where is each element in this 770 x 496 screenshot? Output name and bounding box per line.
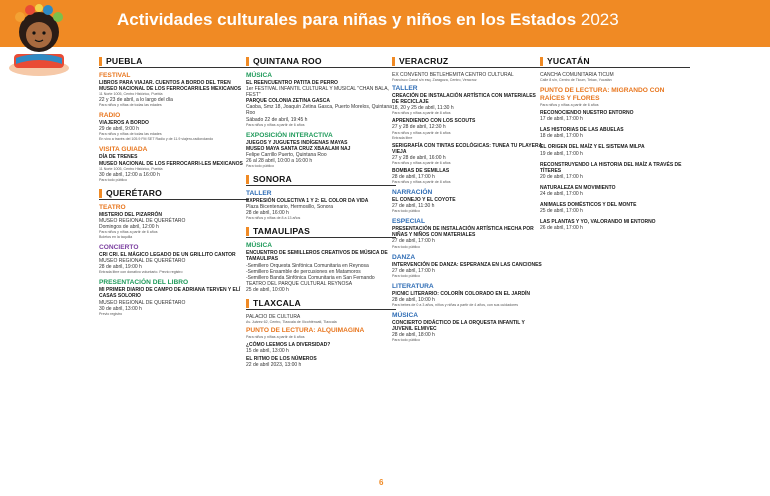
category-label: NARRACIÓN — [392, 189, 433, 197]
state-heading-tlaxcala: TLAXCALA — [246, 298, 396, 310]
state-heading-puebla: PUEBLA — [99, 56, 249, 68]
category-label: MÚSICA — [392, 311, 419, 319]
event-date: 19 de abril, 17:00 h — [540, 150, 583, 157]
event-title: MI PRIMER DIARIO DE CAMPO DE ADRIANA TERVEN Y ELÍ CASAS SOLORIO — [99, 287, 241, 300]
column-2 — [246, 56, 396, 368]
event-date: 27 de abril, 17:00 h — [392, 267, 435, 274]
event-date: 17 de abril, 17:00 h — [540, 116, 583, 123]
child-illustration — [6, 2, 72, 77]
event-date: 30 de abril, 12:00 a 16:00 h — [99, 171, 160, 178]
category-label: PUNTO DE LECTURA: ALQUIMAGINA — [246, 327, 365, 335]
event-audience: Para todo público — [246, 164, 274, 169]
event-venue: MUSEO NACIONAL DE LOS FERROCARRI-LES MEXICANOS — [99, 160, 243, 167]
event-venue: TEATRO DEL PARQUE CULTURAL REYNOSA — [246, 280, 353, 287]
event-note: Entrada libre con donativo voluntario. Previo registro — [99, 270, 183, 275]
event-subtitle: 1er FESTIVAL INFANTIL CULTURAL Y MUSICAL "CHAN BALA, FEST" — [246, 86, 389, 99]
category-label: CONCIERTO — [99, 244, 139, 252]
event-audience: Para todo público — [392, 209, 420, 214]
category-label: FESTIVAL — [99, 72, 131, 79]
event-detail: -Semillero Banda Sinfónica Comunitaria en San Fernando — [246, 274, 375, 281]
event-title: RECONSTRUYENDO LA HISTORIA DEL MAÍZ A TRAVÉS DE TÍTERES — [540, 161, 682, 174]
event-date: 25 de abril, 10:00 h — [246, 286, 289, 293]
column-3 — [392, 56, 542, 343]
category-label: PRESENTACIÓN DEL LIBRO — [99, 279, 189, 287]
event-venue: PALACIO DE CULTURA — [246, 313, 301, 320]
event-audience: Para todo público — [392, 338, 420, 343]
event-audience: Para niños y niñas de todas las edades — [99, 103, 162, 108]
state-heading-yucatan: YUCATÁN — [540, 56, 690, 68]
category-label: RADIO — [99, 112, 121, 120]
event-note: Boletos en la taquilla — [99, 235, 133, 240]
page-number: 6 — [379, 478, 384, 487]
event-date: 29 de abril, 9:00 h — [99, 126, 140, 133]
event-date: 15 de abril, 13:00 h — [246, 348, 289, 355]
event-venue: MUSEO MAYA SANTA CRUZ XBAALAM NAJ — [246, 145, 351, 152]
event-date: 20 de abril, 17:00 h — [540, 173, 583, 180]
event-date: Domingos de abril, 12:00 h — [99, 223, 159, 230]
page-title: Actividades culturales para niñas y niños en los Estados 2023 — [117, 10, 619, 29]
event-audience: Para niños y niñas a partir de 6 años — [540, 103, 599, 108]
child-reading-icon — [6, 2, 72, 77]
event-title: CONCIERTO DIDÁCTICO DE LA ORQUESTA INFANTIL Y JUVENIL ELMIVEC — [392, 319, 525, 332]
event-title: EL RITMO DE LOS NÚMEROS — [246, 356, 317, 363]
category-label: PUNTO DE LECTURA: MIGRANDO CON RAÍCES Y FLORES — [540, 87, 665, 103]
event-title: PICNIC LITERARIO: COLORÍN COLORADO EN EL JARDÍN — [392, 290, 530, 297]
category-label: ESPECIAL — [392, 218, 425, 226]
event-title: LAS HISTORIAS DE LAS ABUELAS — [540, 127, 624, 134]
category-label: TEATRO — [99, 203, 126, 211]
event-date: 28 de abril, 10:00 h — [392, 296, 435, 303]
event-title: ¿CÓMO LEEMOS LA DIVERSIDAD? — [246, 342, 331, 349]
event-audience: Para bebes de 0 a 3 años, niños y niñas a partir de 4 años, con sus cuidadores — [392, 302, 519, 307]
event-title: EL REENCUENTRO PATITA DE PERRO — [246, 80, 338, 86]
event-note: Previo registro — [99, 311, 123, 316]
event-date: 24 de abril, 17:00 h — [540, 191, 583, 198]
event-title: LAS PLANTAS Y YO, VALORANDO MI ENTORNO — [540, 219, 656, 226]
event-audience: Para niños y niñas a partir de 6 años — [392, 130, 451, 135]
category-label: TALLER — [246, 190, 272, 198]
event-date: 27 y 28 de abril, 16:00 h — [392, 154, 446, 161]
event-detail: -Semillero Ensamble de percusiones en Matamoros — [246, 268, 361, 275]
event-title: EXPRESIÓN COLECTIVA 1 Y 2: EL COLOR DA VIDA — [246, 198, 369, 205]
category-label: TALLER — [392, 85, 418, 93]
event-venue: MUSEO REGIONAL DE QUERÉTARO — [99, 217, 186, 224]
event-date: 28 de abril, 16:00 h — [246, 210, 289, 217]
event-date: 27 de abril, 17:00 h — [392, 238, 435, 245]
event-title: JUEGOS Y JUGUETES INDÍGENAS MAYAS — [246, 139, 348, 146]
category-label: EXPOSICIÓN INTERACTIVA — [246, 131, 333, 139]
column-4 — [540, 56, 690, 232]
event-title: PRESENTACIÓN DE INSTALACIÓN ARTÍSTICA HECHA POR NIÑAS Y NIÑOS CON MATERIALES — [392, 226, 534, 239]
event-address: Av. Juárez 62, Centro, Tlaxcala de Xicohténcatl, Tlaxcala — [246, 320, 337, 325]
event-date: Sábado 22 de abril, 19:45 h — [246, 116, 308, 123]
event-title: DÍA DE TRENES — [99, 154, 138, 161]
event-address: Calle 8 s/n, Centro de Ticum, Tekax, Yucatán — [540, 78, 612, 83]
event-audience: Para niños y niñas a partir de 6 años — [246, 122, 305, 127]
event-audience: Para niños y niñas a partir de 8 años — [392, 180, 451, 185]
page-year: 2023 — [580, 10, 619, 29]
category-label: VISITA GUIADA — [99, 146, 148, 154]
event-date: 26 de abril, 17:00 h — [540, 225, 583, 232]
event-title: CREACIÓN DE INSTALACIÓN ARTÍSTICA CON MATERIALES DE RECICLAJE — [392, 93, 536, 106]
event-date: 22 de abril 2023, 13:00 h — [246, 362, 302, 369]
event-address: Caoba, Smz 18, Joaquín Zetina Gasca, Puerto Morelos, Quintana Roo — [246, 104, 392, 117]
event-date: 27 y 28 de abril, 12:30 h — [392, 124, 446, 131]
event-address: Francisco Canal s/n esq. Zaragoza, Centro, Veracruz — [392, 78, 477, 83]
event-title: EL CONEJO Y EL COYOTE — [392, 197, 456, 204]
category-label: MÚSICA — [246, 72, 273, 79]
event-date: 28 de abril, 17:00 h — [392, 173, 435, 180]
event-venue: MUSEO REGIONAL DE QUERÉTARO — [99, 258, 186, 265]
event-date: 26 al 28 abril, 10:00 a 16:00 h — [246, 157, 313, 164]
event-audience: Para todo público — [99, 177, 127, 182]
event-date: 30 de abril, 13:00 h — [99, 305, 142, 312]
state-heading-sonora: SONORA — [246, 174, 396, 186]
event-venue: MUSEO NACIONAL DE LOS FERROCARRILES MEXICANOS — [99, 86, 242, 93]
state-heading-queretaro: QUERÉTARO — [99, 188, 249, 200]
state-heading-veracruz: VERACRUZ — [392, 56, 542, 68]
event-title: MISTERIO DEL PIZARRÓN — [99, 211, 162, 218]
event-venue: EX CONVENTO BETLEHEMITA CENTRO CULTURAL — [392, 72, 514, 78]
event-title: ANIMALES DOMÉSTICOS Y DEL MONTE — [540, 202, 637, 209]
event-title: ENCUENTRO DE SEMILLEROS CREATIVOS DE MÚSICA DE TAMAULIPAS — [246, 250, 388, 263]
event-title: NATURALEZA EN MOVIMIENTO — [540, 184, 616, 191]
event-venue: PARQUE COLONIA ZETINA GASCA — [246, 98, 330, 105]
event-title: APRENDIENDO CON LOS SCOUTS — [392, 118, 476, 125]
event-title: LIBROS PARA VIAJAR. CUENTOS A BORDO DEL TREN — [99, 80, 231, 86]
event-detail: -Semillero Orquesta Sinfónica Comunitaria en Reynosa — [246, 262, 369, 269]
event-title: SERIGRAFÍA CON TINTAS ECOLÓGICAS: TUNEA TU PLAYERA VIEJA — [392, 142, 543, 155]
event-date: 18 de abril, 17:00 h — [540, 133, 583, 140]
event-title: INTERVENCIÓN DE DANZA: ESPERANZA EN LAS CANCIONES — [392, 261, 542, 268]
event-date: 27 de abril, 11:30 h — [392, 203, 435, 210]
event-audience: Para todo público — [392, 273, 420, 278]
event-address: 11 Norte 1005, Centro Histórico, Puebla — [99, 92, 163, 97]
event-title: CRI CRI. EL MÁGICO LEGADO DE UN GRILLITO CANTOR — [99, 252, 236, 259]
event-note: Entrada libre — [392, 135, 413, 140]
event-title: VIAJEROS A BORDO — [99, 120, 149, 127]
event-title: BOMBAS DE SEMILLAS — [392, 167, 450, 174]
event-venue: CANCHA COMUNITARIA TICUM — [540, 72, 614, 78]
event-address: 11 Norte 1005, Centro Histórico, Puebla — [99, 166, 163, 171]
event-audience: Para niños y niñas a partir de 6 años — [392, 160, 451, 165]
event-audience: Para niños y niñas a partir de 6 años — [99, 230, 158, 235]
event-audience: Para todo público — [392, 244, 420, 249]
state-heading-quintana-roo: QUINTANA ROO — [246, 56, 396, 68]
event-audience: Para niños y niñas a partir de 8 años — [392, 111, 451, 116]
header-banner — [0, 0, 770, 47]
category-label: DANZA — [392, 253, 416, 261]
category-label: LITERATURA — [392, 282, 434, 290]
column-1 — [99, 56, 249, 317]
event-audience: Para niños y niñas de todas las edades — [99, 132, 162, 137]
event-audience: Para niños y niñas a partir de 6 años — [246, 335, 305, 340]
event-venue: MUSEO REGIONAL DE QUERÉTARO — [99, 299, 186, 306]
event-date: 18, 20 y 25 de abril, 11:30 h — [392, 105, 454, 112]
event-audience: Para niños y niñas de 8 a 13 años — [246, 216, 301, 221]
event-date: 22 y 23 de abril, a lo largo del día — [99, 97, 173, 104]
event-note: En vivo a través del 105.9 FM SET Radio y de 11.9 viajero-radiorolando — [99, 137, 214, 142]
event-date: 25 de abril, 17:00 h — [540, 208, 583, 215]
event-title: RECONOCIENDO NUESTRO ENTORNO — [540, 110, 634, 117]
event-title: EL ORIGEN DEL MAÍZ Y EL SISTEMA MILPA — [540, 144, 645, 151]
event-address: Felipe Carrillo Puerto, Quintana Roo — [246, 151, 327, 158]
category-label: MÚSICA — [246, 242, 273, 250]
state-heading-tamaulipas: TAMAULIPAS — [246, 226, 396, 238]
event-date: 28 de abril, 18:00 h — [392, 332, 435, 339]
event-date: 28 de abril, 19:00 h — [99, 264, 142, 271]
event-venue: Plaza Bicentenario, Hermosillo, Sonora — [246, 204, 333, 211]
